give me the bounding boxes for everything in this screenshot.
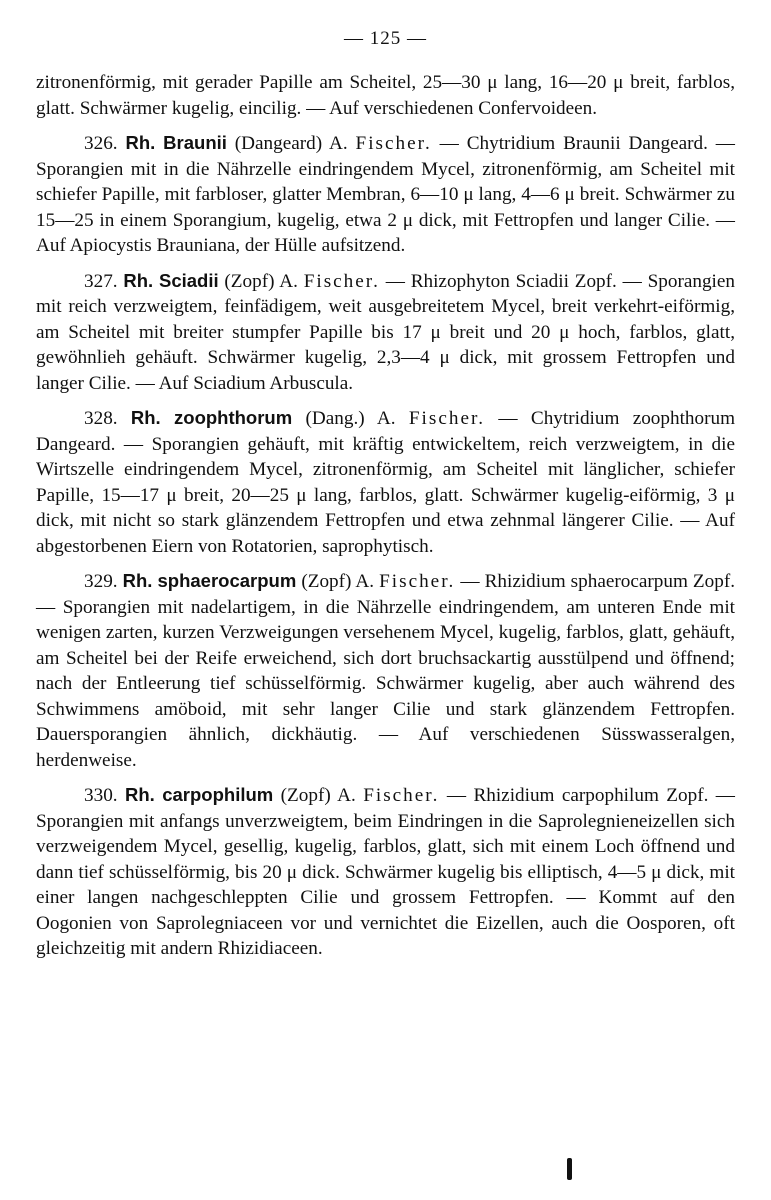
entry-author: (Zopf) A.	[224, 270, 298, 292]
entry-body: — Rhizophyton Sciadii Zopf. — Sporangien mit reich verzweigtem, feinfädigem, weit ausgebreitetem Mycel, breit verkehrt-eiförmig, am Scheitel mit breiter stumpfer Papille bis 17 μ breit und 20 μ hoch, farblos, glatt, gewöhnlieh gehäuft. Schwärmer kugelig, 2,3—4 μ dick, mit grossem Fettropfen und langer Cilie. — Auf Sciadium Arbuscula.	[36, 270, 735, 394]
entry-body: — Rhizidium carpophilum Zopf. — Sporangien mit anfangs unverzweigtem, beim Eindringen in die Saprolegnieneizellen sich verzweigendem Mycel, gesellig, kugelig, farblos, glatt, sich mit einem Loch öffnend und dann tief schüsselförmig, bis 20 μ dick. Schwärmer kugelig bis elliptisch, 4—5 μ dick, mit einer langen nachgeschleppten Cilie und grossem Fettropfen. — Kommt auf den Oogonien von Saprolegniaceen vor und vernichtet die Eizellen, auch die Oosporen, oft gleichzeitig mit andern Rhizidiaceen.	[36, 785, 735, 959]
entry-author-spaced: Fischer.	[303, 270, 380, 292]
entry-author-spaced: Fischer.	[408, 408, 486, 429]
entry-number: 327.	[84, 270, 118, 292]
entry-species: sphaerocarpum	[157, 570, 297, 591]
entry-body: — Chytridium zoophthorum Dangeard. — Sporangien gehäuft, mit kräftig entwickeltem, reich verzweigtem, in die Wirtszelle eindringendem Mycel, zitronenförmig, am Scheitel mit länglicher, schiefer Papille, 15—17 μ breit, 20—25 μ lang, farblos, glatt. Schwärmer kugelig-eiförmig, 3 μ dick, mit nicht so stark glänzendem Fettropfen und etwa zehnmal längerer Cilie. — Auf abgestorbenen Eiern von Rotatorien, saprophytisch.	[36, 408, 736, 557]
entry-number: 330.	[84, 785, 118, 806]
entry-body: — Rhizidium sphaerocarpum Zopf. — Sporangien mit nadelartigem, in die Nährzelle eindringendem, am unteren Ende mit wenigen zarten, kurzen Verzweigungen versehenem Mycel, kugelig, farblos, glatt, gehäuft, am Scheitel bei der Reife erweichend, sich dort bruchsackartig ausstülpend und öffnend; nach der Entleerung tief schüsselförmig. Schwärmer kugelig, aber auch während des Schwimmens amöboid, mit sehr langer Cilie und stark glänzendem Fettropfen. Dauersporangien ähnlich, dickhäutig. — Auf verschiedenen Süsswasseralgen, herdenweise.	[36, 571, 736, 771]
print-blot-mark	[567, 1158, 572, 1180]
species-entry-327	[36, 268, 735, 397]
page-number: — 125 —	[344, 28, 427, 49]
entry-genus: Rh.	[122, 570, 153, 591]
page-body	[36, 70, 735, 962]
entry-number: 329.	[84, 571, 118, 592]
species-entry-326	[36, 130, 735, 259]
entry-genus: Rh.	[125, 132, 156, 153]
entry-species: carpophilum	[162, 784, 274, 805]
entry-author-spaced: Fischer.	[379, 571, 456, 592]
entry-genus: Rh.	[123, 269, 154, 291]
entry-species: zoophthorum	[174, 407, 293, 428]
entry-author: (Dang.) A.	[305, 408, 396, 429]
entry-species: Braunii	[163, 132, 227, 153]
species-entry-329	[36, 568, 735, 773]
intro-paragraph: zitronenförmig, mit gerader Papille am Scheitel, 25—30 μ lang, 16—20 μ breit, farblos, glatt. Schwärmer kugelig, eincilig. — Auf verschiedenen Confervoideen.	[36, 72, 735, 119]
entry-author-spaced: Fischer.	[363, 785, 440, 806]
entry-number: 326.	[84, 133, 118, 154]
entry-body: — Chytridium Braunii Dangeard. — Sporangien mit in die Nährzelle eindringendem Mycel, zitronenförmig, am Scheitel mit schiefer Papille, mit farbloser, glatter Membran, 6—10 μ lang, 4—6 μ breit. Schwärmer zu 15—25 in einem Sporangium, kugelig, etwa 2 μ dick, mit Fettropfen und langer Cilie. — Auf Apiocystis Brauniana, der Hülle aufsitzend.	[36, 133, 735, 256]
entry-author: (Zopf) A.	[280, 785, 356, 806]
entry-author: (Dangeard) A.	[234, 133, 348, 154]
entry-author: (Zopf) A.	[301, 571, 375, 592]
species-entry-328	[36, 405, 735, 559]
entry-author-spaced: Fischer.	[355, 133, 432, 154]
entry-number: 328.	[84, 408, 118, 429]
entry-genus: Rh.	[130, 407, 161, 428]
entry-species: Sciadii	[158, 269, 219, 291]
entry-genus: Rh.	[125, 784, 155, 805]
species-entry-330	[36, 782, 735, 962]
